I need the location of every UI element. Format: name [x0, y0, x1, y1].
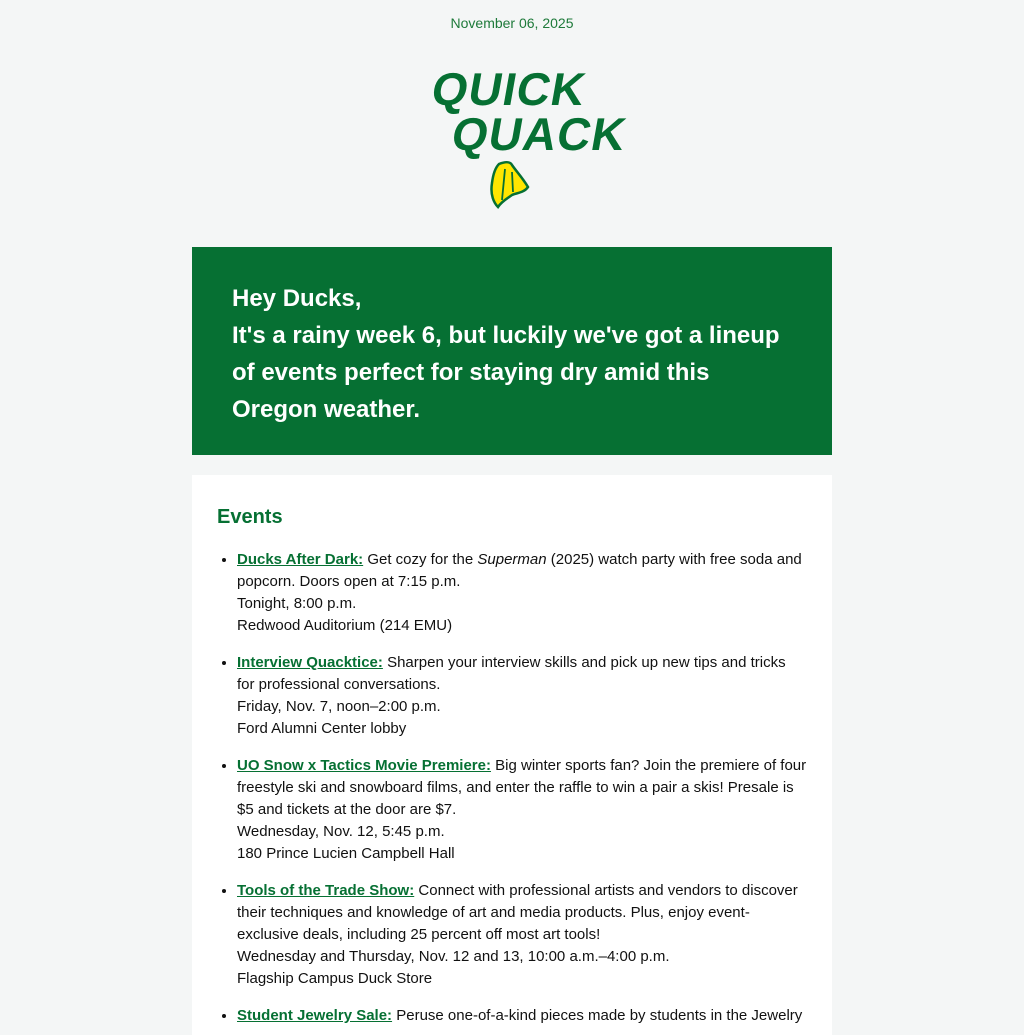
event-item [237, 1005, 807, 1027]
event-link-uo-snow-premiere[interactable]: UO Snow x Tactics Movie Premiere: [237, 757, 491, 774]
logo-line1: QUICK [427, 63, 591, 115]
event-time: Friday, Nov. 7, noon–2:00 p.m. [237, 698, 441, 715]
event-time: Wednesday, Nov. 12, 5:45 p.m. [237, 823, 445, 840]
newsletter-date: November 06, 2025 [450, 15, 574, 31]
duck-foot-icon [491, 162, 528, 207]
event-time: Wednesday and Thursday, Nov. 12 and 13, 10:00 a.m.–4:00 p.m. [237, 948, 670, 965]
event-description: Get cozy for the [367, 551, 474, 568]
hero-message: It's a rainy week 6, but luckily we've got a lineup of events perfect for staying dry amid this Oregon weather. [232, 322, 780, 423]
event-time: Tonight, 8:00 p.m. [237, 595, 357, 612]
event-location: Ford Alumni Center lobby [237, 720, 407, 737]
event-link-interview-quacktice[interactable]: Interview Quacktice: [237, 654, 383, 671]
event-description: Big winter sports fan? Join the premiere of four freestyle ski and snowboard films, and enter the raffle to win a pair a skis! Presale is $5 and tickets at the door are $7. [237, 757, 807, 818]
event-item [237, 652, 807, 740]
quick-quack-logo [412, 35, 631, 220]
event-location: Redwood Auditorium (214 EMU) [237, 617, 453, 634]
event-description: Peruse one-of-a-kind pieces made by students in the Jewelry [396, 1007, 803, 1024]
event-item [237, 755, 807, 865]
event-link-ducks-after-dark[interactable]: Ducks After Dark: [237, 551, 364, 568]
event-item [237, 880, 807, 990]
event-description: (2025) watch party with free soda and popcorn. Doors open at 7:15 p.m. [237, 551, 802, 590]
event-link-tools-of-the-trade[interactable]: Tools of the Trade Show: [237, 882, 415, 899]
hero-greeting: Hey Ducks, [232, 285, 362, 312]
event-item [237, 549, 807, 637]
event-location: 180 Prince Lucien Campbell Hall [237, 845, 455, 862]
event-description: Sharpen your interview skills and pick up new tips and tricks for professional conversations. [237, 654, 786, 693]
hero-banner [192, 247, 832, 455]
events-section [192, 475, 832, 1035]
event-location: Flagship Campus Duck Store [237, 970, 433, 987]
events-heading: Events [217, 506, 283, 528]
event-link-student-jewelry-sale[interactable]: Student Jewelry Sale: [237, 1007, 393, 1024]
logo-area [0, 35, 1024, 245]
events-list [217, 549, 807, 1027]
event-description: Connect with professional artists and vendors to discover their techniques and knowledge of art and media products. Plus, enjoy event-exclusive deals, including 25 percent off most art tools! [237, 882, 798, 943]
logo-line2: QUACK [447, 108, 631, 160]
event-movie-title: Superman [477, 551, 547, 568]
